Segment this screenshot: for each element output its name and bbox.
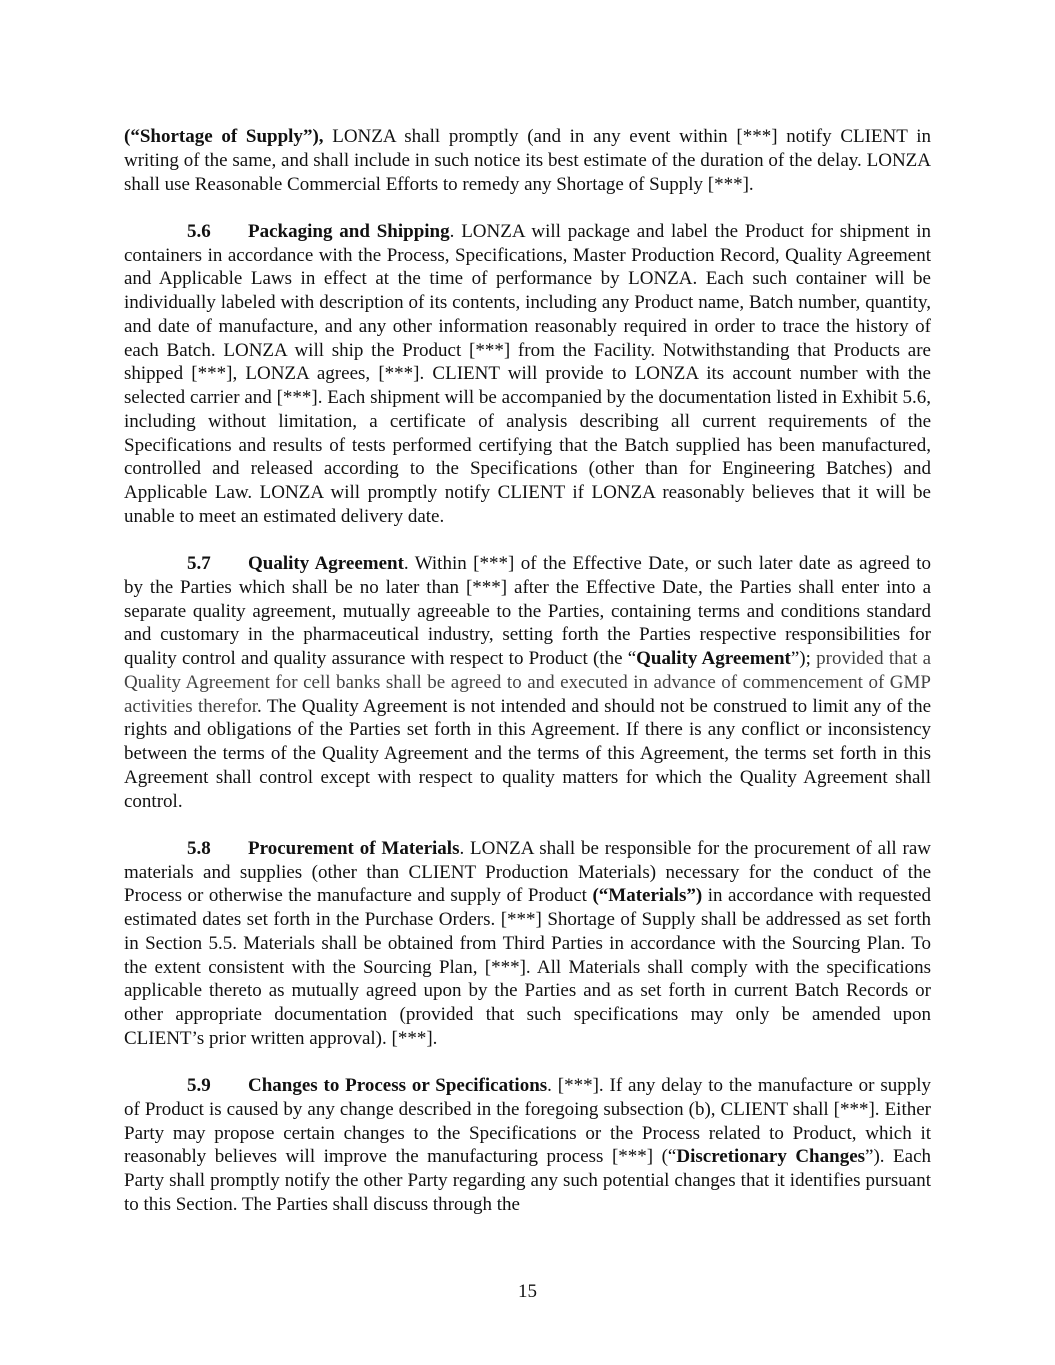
section-body: ”). Each Party shall promptly notify the other Party regarding any such potential changes that it identifies pursuant to this Section. The Parties shall discuss through the (124, 1146, 932, 1215)
defined-term-open: (“ (124, 126, 140, 147)
section-5-8 (124, 837, 931, 1051)
section-5-9 (124, 1074, 931, 1217)
defined-term-discretionary-changes: Discretionary Changes (676, 1146, 866, 1168)
continuation-paragraph (124, 125, 931, 196)
section-number: 5.6 (187, 220, 211, 242)
section-title-punct: . (449, 220, 455, 242)
section-title: Procurement of Materials (248, 837, 460, 859)
section-body: . The Quality Agreement is not intended and should not be construed to limit any of the rights and obligations of the Parties set forth in this Agreement. If there is any conflict or inconsistency between the terms of the Quality Agreement and the terms of this Agreement, the terms set forth in this Agreement shall control except with respect to quality matters for which the Quality Agreement shall control. (124, 695, 932, 812)
section-number: 5.8 (187, 837, 211, 859)
section-number: 5.7 (187, 553, 211, 574)
section-number: 5.9 (187, 1075, 211, 1096)
page-number: 15 (518, 1281, 537, 1302)
section-body-proviso: provided that a Quality Agreement for cell banks shall be agreed to and executed in advance of commencement of GMP activities therefor (124, 648, 932, 717)
document-page (124, 125, 931, 1240)
section-body: Within [***] of the Effective Date, or such later date as agreed to by the Parties which shall be no later than [***] after the Effective Date, the Parties shall enter into a separate quality agreement, mutually agreeable to the Parties, containing terms and conditions standard and customary in the pharmaceutical industry, setting forth the Parties respective responsibilities for quality control and quality assurance with respect to Product (the “ (124, 553, 931, 669)
defined-term-quality-agreement: Quality Agreement (636, 648, 791, 669)
section-body: [***]. If any delay to the manufacture or supply of Product is caused by any change described in the foregoing subsection (b), CLIENT shall [***]. Either Party may propose certain changes to the Specifications or the Process related to Product, which it reasonably believes will improve the manufacturing process [***] (“ (124, 1075, 931, 1168)
section-title: Changes to Process or Specifications (248, 1075, 548, 1096)
defined-term-shortage-of-supply: Shortage of Supply (139, 126, 303, 147)
section-title-punct: . (459, 837, 465, 859)
defined-term-materials: Materials (608, 885, 687, 907)
defined-term-open: (“ (592, 885, 609, 907)
section-title: Packaging and Shipping (248, 220, 450, 242)
section-title: Quality Agreement (248, 553, 404, 574)
section-title-punct: . (547, 1075, 552, 1096)
section-body: LONZA shall be responsible for the procurement of all raw materials and supplies (other than CLIENT Production Materials) necessary for the conduct of the Process or otherwise the manufacture and supply of Product (124, 837, 931, 907)
section-5-7 (124, 552, 931, 813)
section-5-6 (124, 220, 931, 529)
section-body: in accordance with requested estimated dates set forth in the Purchase Orders. [***] Shortage of Supply shall be addressed as set forth in Section 5.5. Materials shall be obtained from Third Parties in accordance with the Sourcing Plan. To the extent consistent with the Sourcing Plan, [***]. All Materials shall comply with the specifications applicable thereto as mutually agreed upon by the Parties and as set forth in current Batch Records or other appropriate documentation (provided that such specifications may only be amended upon CLIENT’s prior written approval). [***]. (124, 885, 931, 1049)
defined-term-close: ”), (302, 126, 324, 147)
paragraph-text: LONZA shall promptly (and in any event within [***] notify CLIENT in writing of the same, and shall include in such notice its best estimate of the duration of the delay. LONZA shall use Reasonable Commercial Efforts to remedy any Shortage of Supply [***]. (124, 126, 931, 195)
section-body: ”); (790, 648, 817, 669)
section-title-punct: . (403, 553, 409, 574)
section-body: LONZA will package and label the Product for shipment in containers in accordance with the Process, Specifications, Master Production Record, Quality Agreement and Applicable Laws in effect at the time of performance by LONZA. Each such container will be individually labeled with description of its contents, including any Product name, Batch number, quantity, and date of manufacture, and any other information reasonably required in order to trace the history of each Batch. LONZA will ship the Product [***] from the Facility. Notwithstanding that Products are shipped [***], LONZA agrees, [***]. CLIENT will provide to LONZA its account number with the selected carrier and [***]. Each shipment will be accompanied by the documentation listed in Exhibit 5.6, including without limitation, a certificate of analysis describing all current requirements of the Specifications and results of tests performed certifying that the Batch supplied has been manufactured, controlled and released according to the Specifications (other than for Engineering Batches) and Applicable Law. LONZA will promptly notify CLIENT if LONZA reasonably believes that it will be unable to meet an estimated delivery date. (124, 220, 931, 527)
defined-term-close: ”) (686, 885, 703, 907)
